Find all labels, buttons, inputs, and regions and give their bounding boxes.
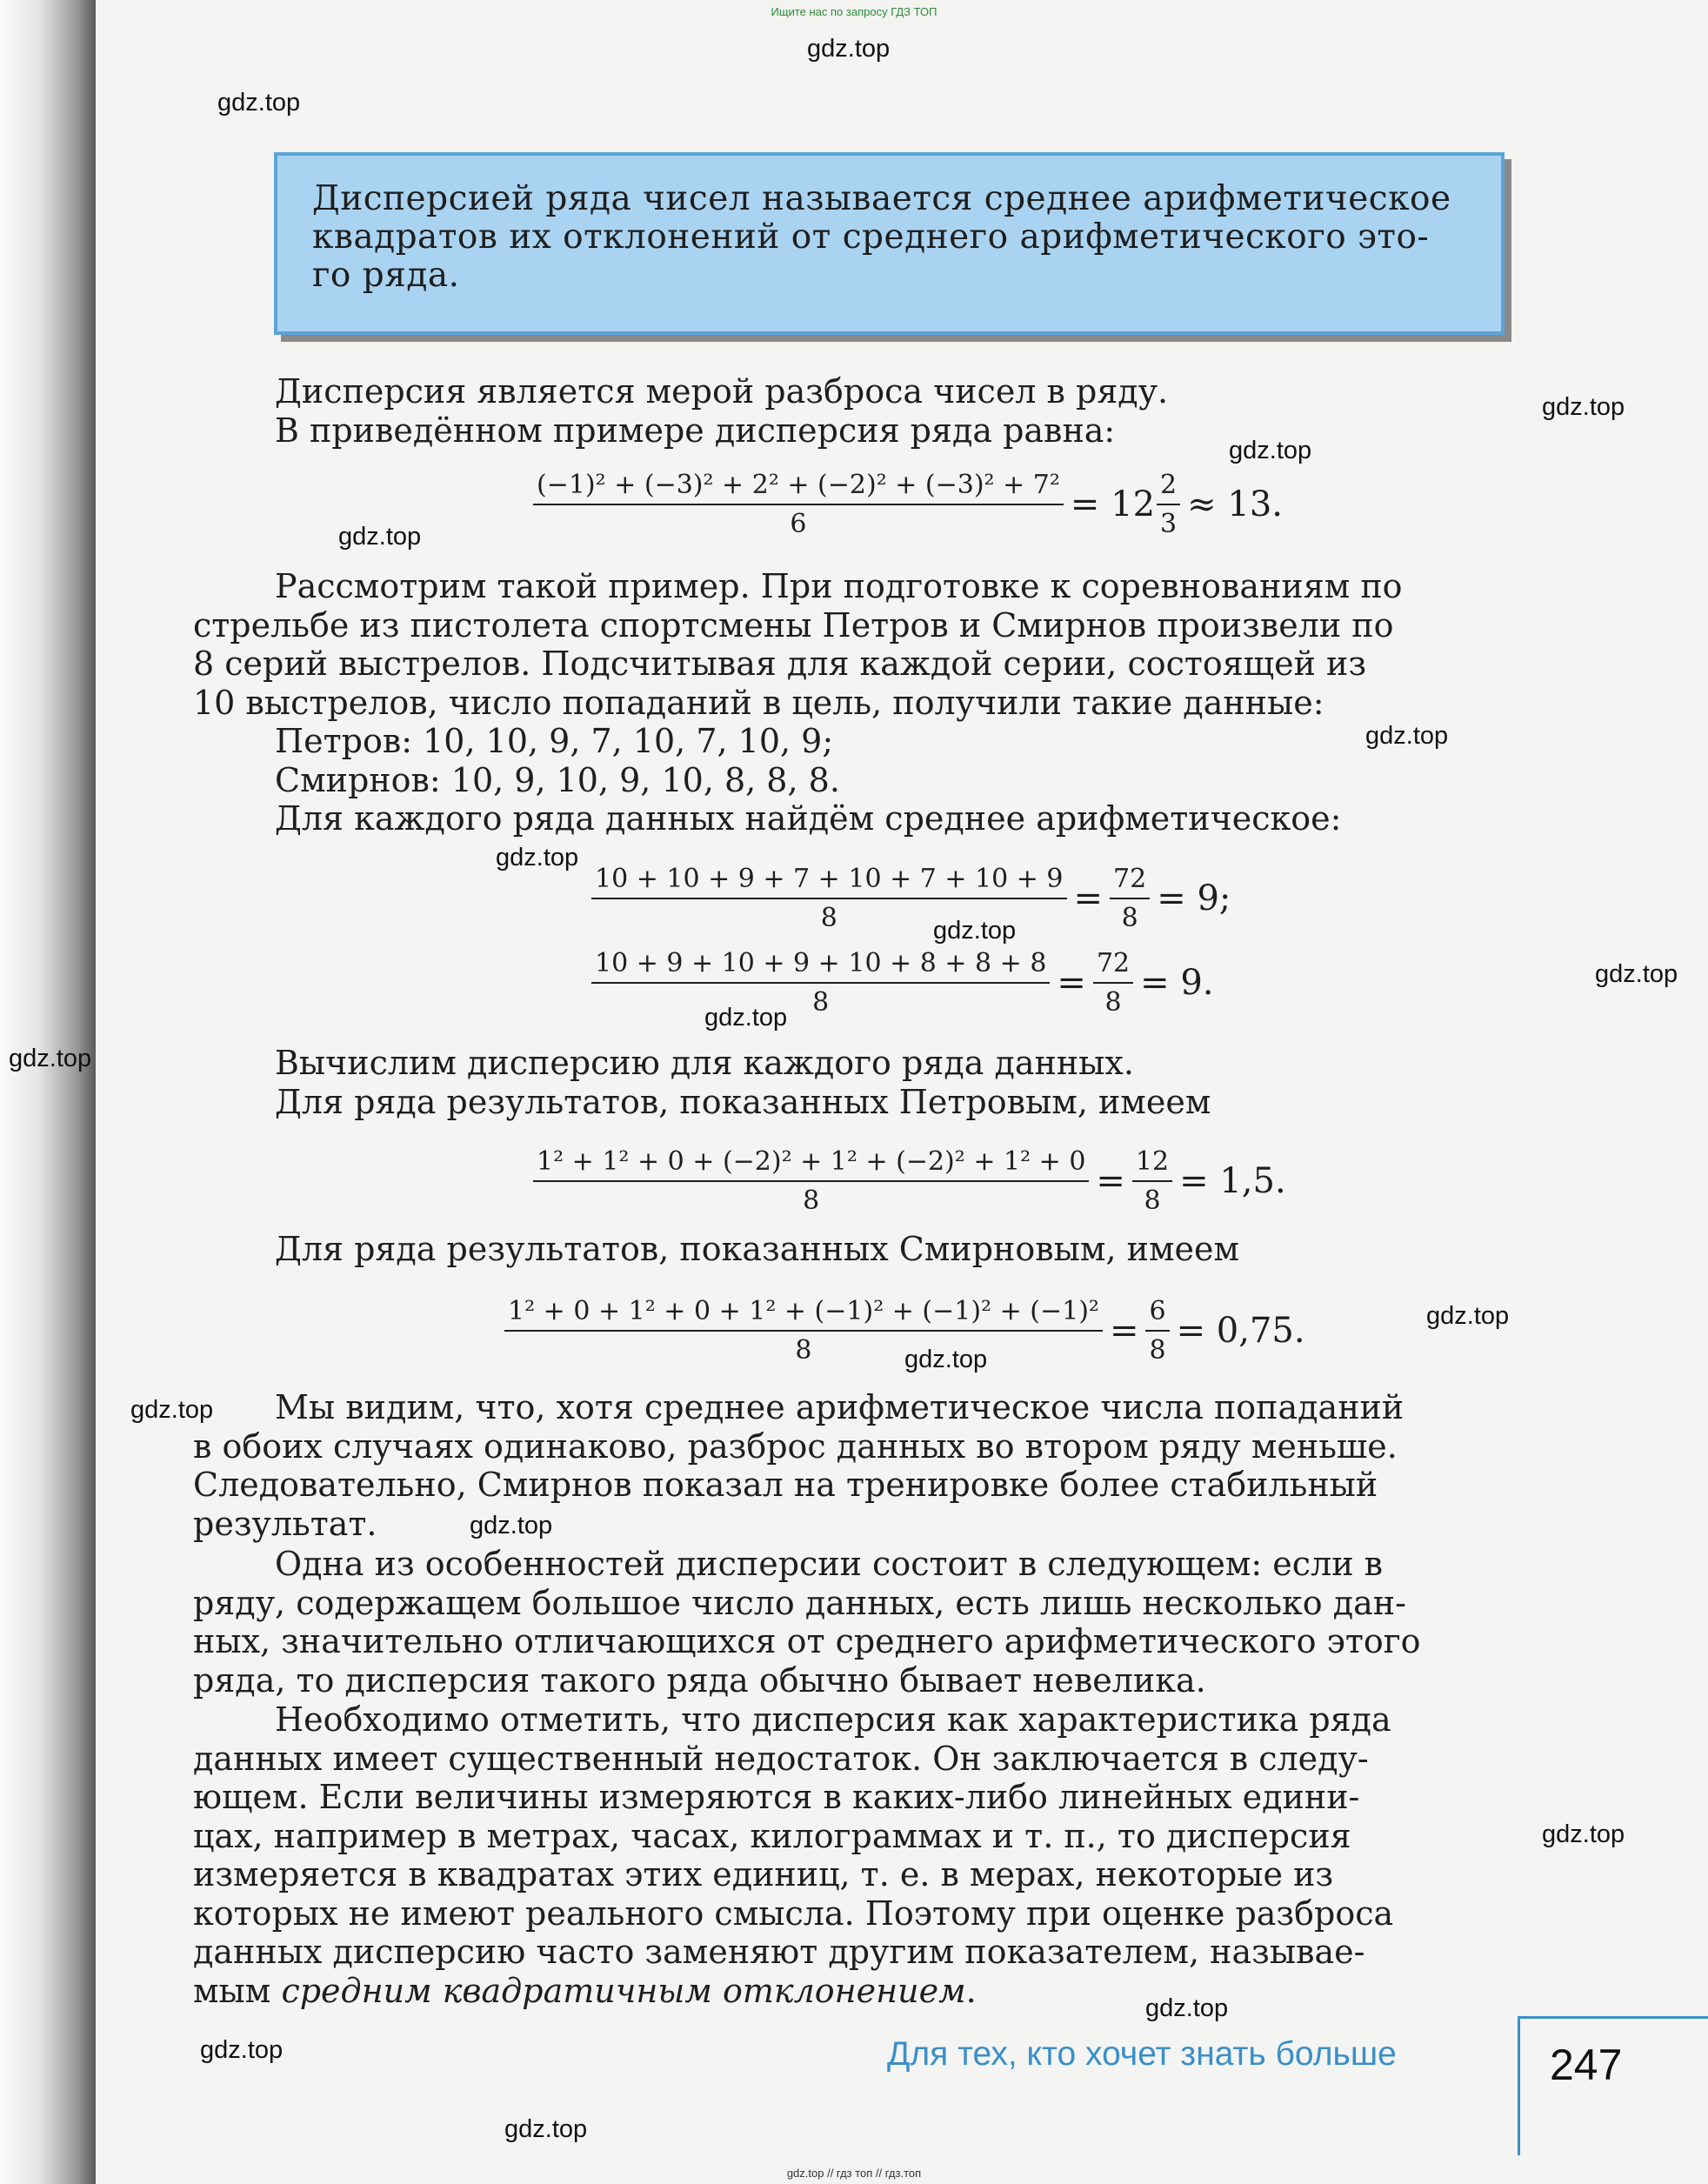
watermark: gdz.top xyxy=(470,1512,553,1539)
numerator: (−1)² + (−3)² + 2² + (−2)² + (−3)² + 7² xyxy=(533,470,1064,505)
definition-line: го ряда. xyxy=(312,256,460,295)
watermark: gdz.top xyxy=(200,2036,284,2064)
watermark: gdz.top xyxy=(504,2115,588,2143)
text-line: результат. xyxy=(193,1504,377,1543)
watermark: gdz.top xyxy=(338,523,422,551)
watermark: gdz.top xyxy=(130,1396,214,1424)
denominator: 3 xyxy=(1160,509,1178,539)
page-number: 247 xyxy=(1550,2040,1623,2089)
numerator: 72 xyxy=(1093,948,1133,984)
equals-sign: = xyxy=(1109,1311,1139,1351)
text-line: Необходимо отметить, что дисперсия как характеристика ряда xyxy=(275,1700,1391,1739)
text-line: которых не имеют реального смысла. Поэтому при оценке разброса xyxy=(193,1893,1394,1933)
text-line: в обоих случаях одинаково, разброс данных во втором ряду меньше. xyxy=(193,1426,1398,1466)
text-line: Одна из особенностей дисперсии состоит в следующем: если в xyxy=(275,1545,1384,1583)
fraction xyxy=(1145,1296,1169,1366)
numerator: 2 xyxy=(1157,470,1180,505)
watermark: gdz.top xyxy=(1542,1820,1625,1848)
fraction xyxy=(1093,948,1133,1018)
paragraph-conclusion xyxy=(193,1388,1404,1543)
equals-sign: = xyxy=(1073,878,1104,918)
result-value: = 0,75. xyxy=(1176,1311,1305,1351)
text-line: 8 серий выстрелов. Подсчитывая для каждой серии, состоящей из xyxy=(193,645,1367,683)
text-line: Для ряда результатов, показанных Смирновым, имеем xyxy=(275,1230,1240,1268)
text-line: Смирнов: 10, 9, 10, 9, 10, 8, 8, 8. xyxy=(275,760,840,799)
paragraph-shooting-example xyxy=(193,567,1519,838)
equals-sign: = xyxy=(1057,963,1086,1003)
fraction xyxy=(1132,1146,1172,1216)
watermark: gdz.top xyxy=(1542,393,1625,421)
watermark: gdz.top xyxy=(1595,960,1678,988)
text-line: ряда, то дисперсия такого ряда обычно бывает невелика. xyxy=(193,1660,1206,1700)
text-line: ряду, содержащем большое число данных, есть лишь несколько дан- xyxy=(193,1583,1406,1622)
watermark: gdz.top xyxy=(217,89,301,117)
footer-divider-vertical xyxy=(1518,2016,1520,2155)
denominator: 8 xyxy=(820,903,837,933)
numerator: 10 + 10 + 9 + 7 + 10 + 7 + 10 + 9 xyxy=(591,864,1067,899)
text-line: цах, например в метрах, часах, килограммах и т. п., то дисперсия xyxy=(193,1816,1351,1855)
formula-variance-example xyxy=(526,470,1283,539)
text-line: измеряется в квадратах этих единиц, т. е. в мерах, некоторые из xyxy=(193,1855,1334,1893)
fraction xyxy=(533,470,1064,539)
text-line xyxy=(193,1972,1393,2011)
numerator: 1² + 0 + 1² + 0 + 1² + (−1)² + (−1)² + (−1)² xyxy=(504,1296,1103,1332)
equals-value: = 12 xyxy=(1070,484,1156,524)
text-line: стрельбе из пистолета спортсмены Петров и Смирнов произвели по xyxy=(193,605,1394,645)
watermark: gdz.top xyxy=(904,1346,988,1373)
denominator: 8 xyxy=(812,987,830,1018)
denominator: 8 xyxy=(803,1186,820,1216)
formula-variance-smirnov xyxy=(497,1296,1305,1366)
paragraph-feature xyxy=(193,1545,1421,1700)
text-line: Рассмотрим такой пример. При подготовке к соревнованиям по xyxy=(275,567,1403,605)
section-footer-title: Для тех, кто хочет знать больше xyxy=(887,2035,1397,2073)
text-line: Мы видим, что, хотя среднее арифметическое числа попаданий xyxy=(275,1388,1404,1426)
denominator: 8 xyxy=(795,1335,812,1366)
formula-mean-smirnov xyxy=(584,948,1214,1018)
paragraph-compute-variance xyxy=(275,1044,1211,1121)
book-spine-shadow xyxy=(0,0,96,2184)
bottom-note: gdz.top // гдз топ // гдз.топ xyxy=(786,2167,922,2180)
text-line: Для ряда результатов, показанных Петровым, имеем xyxy=(275,1082,1211,1121)
numerator: 10 + 9 + 10 + 9 + 10 + 8 + 8 + 8 xyxy=(591,948,1050,984)
text-fragment: мым xyxy=(193,1971,282,2010)
denominator: 8 xyxy=(1121,903,1138,933)
watermark: gdz.top xyxy=(1365,722,1449,750)
text-line: В приведённом примере дисперсия ряда равна: xyxy=(275,411,1116,450)
result-value: = 1,5. xyxy=(1179,1161,1286,1201)
text-line: данных имеет существенный недостаток. Он заключается в следу- xyxy=(193,1739,1369,1778)
text-line: Для каждого ряда данных найдём среднее арифметическое: xyxy=(275,799,1342,838)
text-line: Следовательно, Смирнов показал на тренировке более стабильный xyxy=(193,1466,1378,1504)
watermark: gdz.top xyxy=(704,1004,788,1032)
watermark: gdz.top xyxy=(1229,437,1312,464)
text-line: данных дисперсию часто заменяют другим показателем, называе- xyxy=(193,1933,1365,1971)
denominator: 8 xyxy=(1144,1186,1161,1216)
result-value: = 9. xyxy=(1140,963,1214,1003)
fraction xyxy=(591,864,1067,933)
footer-divider xyxy=(1520,2016,1708,2019)
numerator: 6 xyxy=(1145,1296,1169,1332)
result-value: = 9; xyxy=(1157,878,1231,918)
fraction xyxy=(591,948,1050,1018)
denominator: 8 xyxy=(1104,987,1122,1018)
numerator: 12 xyxy=(1132,1146,1172,1182)
denominator: 6 xyxy=(790,509,807,539)
definition-line: Дисперсией ряда чисел называется среднее арифметическое xyxy=(312,179,1451,218)
watermark: gdz.top xyxy=(807,35,891,63)
watermark: gdz.top xyxy=(1145,1994,1229,2022)
numerator: 1² + 1² + 0 + (−2)² + 1² + (−2)² + 1² + 0 xyxy=(533,1146,1089,1182)
approx-value: ≈ 13. xyxy=(1187,484,1283,524)
text-line: Петров: 10, 10, 9, 7, 10, 7, 10, 9; xyxy=(275,722,834,760)
equals-sign: = xyxy=(1096,1161,1125,1201)
text-fragment: . xyxy=(965,1971,977,2010)
italic-term: средним квадратичным отклонением xyxy=(281,1971,966,2010)
numerator: 72 xyxy=(1110,864,1150,899)
watermark: gdz.top xyxy=(933,917,1017,945)
text-line: 10 выстрелов, число попаданий в цель, получили такие данные: xyxy=(193,683,1324,722)
top-note: Ищите нас по запросу ГДЗ ТОП xyxy=(771,5,937,18)
fraction xyxy=(1110,864,1150,933)
formula-variance-petrov xyxy=(526,1146,1286,1216)
fraction xyxy=(533,1146,1089,1216)
fraction xyxy=(504,1296,1103,1366)
text-line: ных, значительно отличающихся от среднего арифметического этого xyxy=(193,1622,1421,1660)
text-line: Дисперсия является мерой разброса чисел в ряду. xyxy=(275,372,1169,411)
text-line: ющем. Если величины измеряются в каких-либо линейных едини- xyxy=(193,1778,1360,1816)
watermark: gdz.top xyxy=(496,844,579,872)
paragraph-drawback xyxy=(193,1700,1393,2010)
definition-line: квадратов их отклонений от среднего арифметического это- xyxy=(312,217,1430,257)
paragraph-smirnov-intro xyxy=(275,1230,1239,1269)
paragraph-intro xyxy=(275,372,1168,450)
definition-box xyxy=(274,152,1505,335)
text-line: Вычислим дисперсию для каждого ряда данных. xyxy=(275,1044,1134,1082)
denominator: 8 xyxy=(1149,1335,1166,1366)
watermark: gdz.top xyxy=(1426,1302,1510,1330)
watermark: gdz.top xyxy=(9,1045,92,1072)
mixed-fraction xyxy=(1157,470,1180,539)
formula-mean-petrov xyxy=(584,864,1231,933)
